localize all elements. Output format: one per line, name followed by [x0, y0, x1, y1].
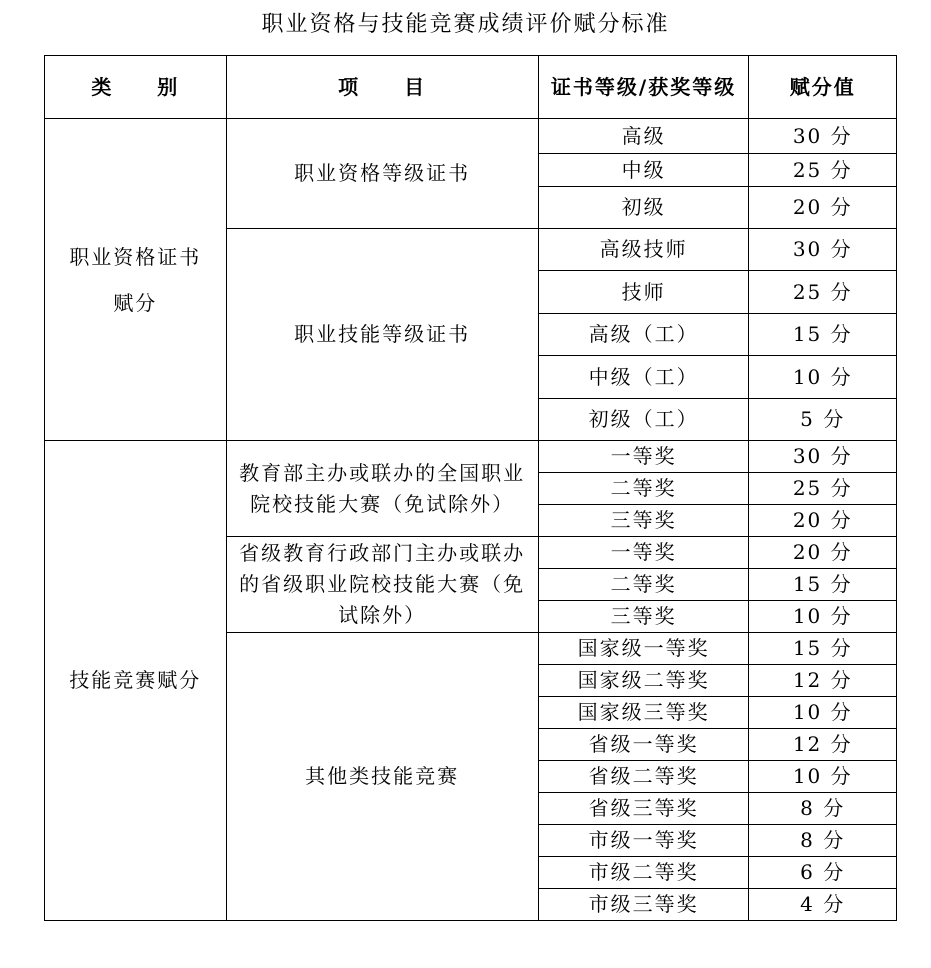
header-item: 项 目: [226, 56, 538, 119]
level-cell: 三等奖: [538, 601, 749, 633]
score-cell: 15 分: [749, 569, 897, 601]
level-cell: 一等奖: [538, 537, 749, 569]
level-cell: 初级（工）: [538, 399, 749, 441]
level-cell: 省级三等奖: [538, 793, 749, 825]
scoring-table: [44, 55, 897, 921]
level-cell: 高级（工）: [538, 314, 749, 356]
score-cell: 30 分: [749, 119, 897, 154]
score-cell: 15 分: [749, 633, 897, 665]
score-cell: 8 分: [749, 825, 897, 857]
score-cell: 20 分: [749, 537, 897, 569]
score-cell: 25 分: [749, 154, 897, 187]
score-cell: 5 分: [749, 399, 897, 441]
score-cell: 10 分: [749, 601, 897, 633]
level-cell: 中级: [538, 154, 749, 187]
level-cell: 二等奖: [538, 473, 749, 505]
score-cell: 30 分: [749, 441, 897, 473]
header-category: 类 别: [45, 56, 227, 119]
level-cell: 初级: [538, 187, 749, 229]
score-cell: 10 分: [749, 761, 897, 793]
item-cell: 省级教育行政部门主办或联办的省级职业院校技能大赛（免试除外）: [226, 537, 538, 633]
category-cell: 技能竞赛赋分: [45, 441, 227, 921]
score-cell: 8 分: [749, 793, 897, 825]
table-row: [45, 119, 897, 154]
page-title: 职业资格与技能竞赛成绩评价赋分标准: [261, 12, 670, 37]
score-cell: 6 分: [749, 857, 897, 889]
level-cell: 国家级一等奖: [538, 633, 749, 665]
level-cell: 高级技师: [538, 229, 749, 271]
level-cell: 市级三等奖: [538, 889, 749, 921]
score-cell: 15 分: [749, 314, 897, 356]
level-cell: 技师: [538, 271, 749, 314]
score-cell: 12 分: [749, 665, 897, 697]
level-cell: 国家级三等奖: [538, 697, 749, 729]
level-cell: 中级（工）: [538, 356, 749, 399]
item-cell: 其他类技能竞赛: [226, 633, 538, 921]
category-label: 职业资格证书赋分: [69, 244, 202, 315]
level-cell: 三等奖: [538, 505, 749, 537]
level-cell: 省级一等奖: [538, 729, 749, 761]
score-cell: 10 分: [749, 356, 897, 399]
level-cell: 一等奖: [538, 441, 749, 473]
score-cell: 10 分: [749, 697, 897, 729]
item-cell: 职业技能等级证书: [226, 229, 538, 441]
level-cell: 国家级二等奖: [538, 665, 749, 697]
level-cell: 市级一等奖: [538, 825, 749, 857]
score-cell: 25 分: [749, 271, 897, 314]
header-score: 赋分值: [749, 56, 897, 119]
score-cell: 25 分: [749, 473, 897, 505]
score-cell: 20 分: [749, 505, 897, 537]
level-cell: 二等奖: [538, 569, 749, 601]
score-cell: 30 分: [749, 229, 897, 271]
item-cell: 职业资格等级证书: [226, 119, 538, 229]
table-header-row: [45, 56, 897, 119]
level-cell: 市级二等奖: [538, 857, 749, 889]
category-cell: [45, 119, 227, 441]
header-level: 证书等级/获奖等级: [538, 56, 749, 119]
table-row: [45, 441, 897, 473]
level-cell: 省级二等奖: [538, 761, 749, 793]
level-cell: 高级: [538, 119, 749, 154]
score-cell: 20 分: [749, 187, 897, 229]
score-cell: 4 分: [749, 889, 897, 921]
score-cell: 12 分: [749, 729, 897, 761]
item-cell: 教育部主办或联办的全国职业院校技能大赛（免试除外）: [226, 441, 538, 537]
